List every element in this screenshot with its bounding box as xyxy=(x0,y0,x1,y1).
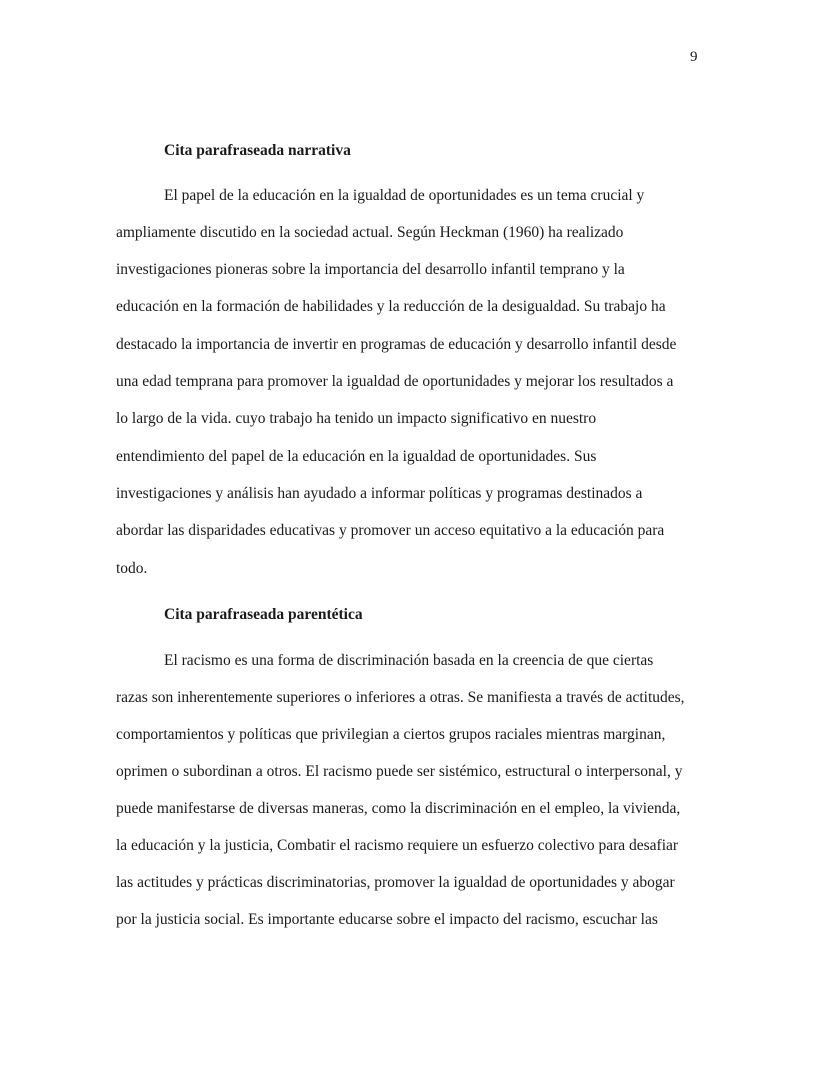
paragraph-line: razas son inherentemente superiores o inferiores a otras. Se manifiesta a través de actitudes, xyxy=(116,689,685,706)
paragraph-line: entendimiento del papel de la educación en la igualdad de oportunidades. Sus xyxy=(116,448,597,465)
paragraph-line: una edad temprana para promover la igualdad de oportunidades y mejorar los resultados a xyxy=(116,373,674,390)
section-heading-narrative: Cita parafraseada narrativa xyxy=(164,142,351,159)
paragraph-line: puede manifestarse de diversas maneras, como la discriminación en el empleo, la vivienda, xyxy=(116,800,681,817)
paragraph-line: la educación y la justicia, Combatir el racismo requiere un esfuerzo colectivo para desafiar xyxy=(116,837,679,854)
paragraph-line: abordar las disparidades educativas y promover un acceso equitativo a la educación para xyxy=(116,522,665,539)
paragraph-line: por la justicia social. Es importante educarse sobre el impacto del racismo, escuchar las xyxy=(116,911,658,928)
paragraph-line: comportamientos y políticas que privilegian a ciertos grupos raciales mientras marginan, xyxy=(116,726,666,743)
paragraph-line: El racismo es una forma de discriminación basada en la creencia de que ciertas xyxy=(164,652,654,669)
paragraph-line: destacado la importancia de invertir en programas de educación y desarrollo infantil desde xyxy=(116,336,677,353)
paragraph-line: oprimen o subordinan a otros. El racismo puede ser sistémico, estructural o interpersonal, y xyxy=(116,763,683,780)
paragraph-line: lo largo de la vida. cuyo trabajo ha tenido un impacto significativo en nuestro xyxy=(116,410,597,427)
section-heading-parenthetical: Cita parafraseada parentética xyxy=(164,606,363,623)
paragraph-line: investigaciones pioneras sobre la importancia del desarrollo infantil temprano y la xyxy=(116,261,625,278)
paragraph-line: El papel de la educación en la igualdad de oportunidades es un tema crucial y xyxy=(164,187,645,204)
paragraph-line: todo. xyxy=(116,560,148,577)
page-number: 9 xyxy=(690,49,698,65)
paragraph-line: las actitudes y prácticas discriminatorias, promover la igualdad de oportunidades y abogar xyxy=(116,874,675,891)
paragraph-line: ampliamente discutido en la sociedad actual. Según Heckman (1960) ha realizado xyxy=(116,224,624,241)
paragraph-line: investigaciones y análisis han ayudado a informar políticas y programas destinados a xyxy=(116,485,643,502)
paragraph-line: educación en la formación de habilidades y la reducción de la desigualdad. Su trabajo ha xyxy=(116,298,666,315)
